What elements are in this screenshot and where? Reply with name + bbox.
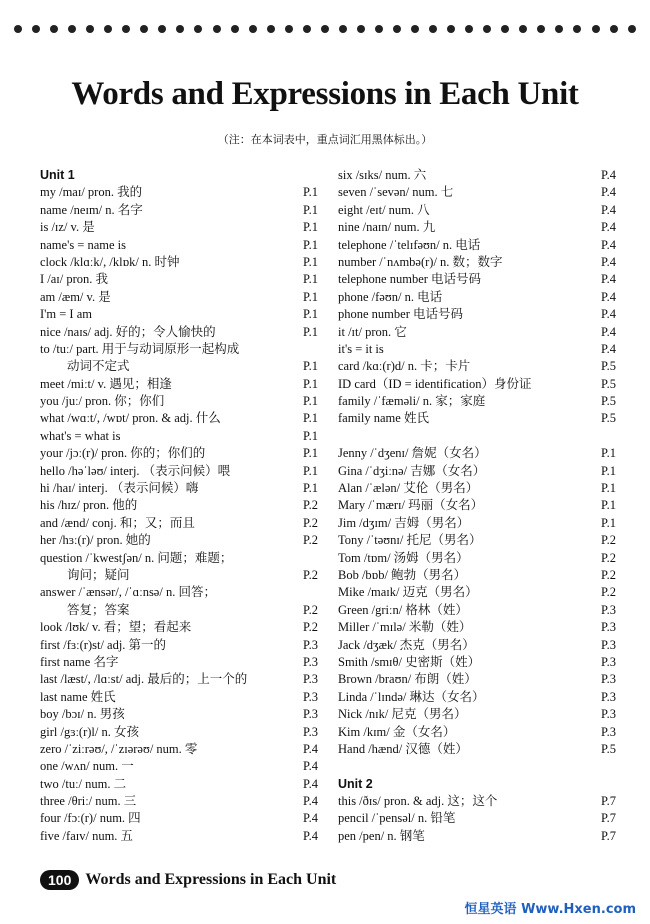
word-entry bbox=[40, 410, 318, 427]
border-dot bbox=[501, 25, 509, 33]
page-reference: P.3 bbox=[303, 689, 318, 704]
page-reference: P.4 bbox=[303, 828, 318, 843]
border-dot bbox=[483, 25, 491, 33]
border-dot bbox=[122, 25, 130, 33]
page-reference: P.3 bbox=[601, 620, 616, 635]
word-entry-text: last /læst/, /lɑːst/ adj. 最后的；上一个的 bbox=[40, 672, 248, 687]
word-entry bbox=[40, 289, 318, 306]
word-entry-text: am /æm/ v. 是 bbox=[40, 289, 111, 304]
border-dot bbox=[50, 25, 58, 33]
word-entry-text: this /ðɪs/ pron. & adj. 这；这个 bbox=[338, 794, 498, 809]
word-entry bbox=[40, 480, 318, 497]
page-reference: P.3 bbox=[303, 637, 318, 652]
page-reference: P.4 bbox=[601, 168, 616, 182]
page-reference: P.1 bbox=[303, 394, 318, 409]
word-entry-text: one /wʌn/ num. 一 bbox=[40, 759, 134, 774]
border-dot bbox=[249, 25, 257, 33]
word-entry bbox=[338, 480, 616, 497]
word-entry-text: boy /bɔɪ/ n. 男孩 bbox=[40, 707, 125, 722]
word-entry-continuation bbox=[40, 567, 318, 584]
word-entry bbox=[338, 184, 616, 201]
word-entry-text: number /ˈnʌmbə(r)/ n. 数；数字 bbox=[338, 254, 503, 269]
right-word-column bbox=[338, 167, 616, 845]
word-entry-text: family name 姓氏 bbox=[338, 411, 429, 426]
word-entry-text: I'm = I am bbox=[40, 307, 92, 322]
page-reference: P.2 bbox=[601, 585, 616, 600]
border-dot bbox=[32, 25, 40, 33]
word-entry-text: six /sɪks/ num. 六 bbox=[338, 168, 427, 182]
footer-title: Words and Expressions in Each Unit bbox=[85, 871, 337, 888]
word-entry bbox=[338, 358, 616, 375]
page-reference: P.3 bbox=[303, 724, 318, 739]
page-reference: P.1 bbox=[303, 254, 318, 269]
word-entry-text: phone number 电话号码 bbox=[338, 307, 463, 322]
word-entry-text: question /ˈkwestʃən/ n. 问题；难题； bbox=[40, 550, 233, 565]
word-entry-text: telephone /ˈtelɪfəʊn/ n. 电话 bbox=[338, 237, 481, 252]
word-entry bbox=[338, 654, 616, 671]
word-entry bbox=[40, 445, 318, 462]
word-entry bbox=[338, 828, 616, 845]
page-reference: P.4 bbox=[601, 272, 616, 287]
word-entry bbox=[338, 550, 616, 567]
page-reference: P.4 bbox=[601, 185, 616, 200]
page-reference: P.1 bbox=[303, 237, 318, 252]
border-dot bbox=[176, 25, 184, 33]
page-reference: P.1 bbox=[601, 446, 616, 461]
page-reference: P.2 bbox=[601, 567, 616, 582]
border-dot bbox=[610, 25, 618, 33]
page-reference: P.2 bbox=[303, 533, 318, 548]
word-entry-text: Brown /braʊn/ 布朗（姓） bbox=[338, 672, 477, 687]
page-reference: P.4 bbox=[601, 237, 616, 252]
border-dot bbox=[375, 25, 383, 33]
word-entry bbox=[40, 793, 318, 810]
border-dot bbox=[592, 25, 600, 33]
word-entry-text: Bob /bɒb/ 鲍勃（男名） bbox=[338, 567, 467, 582]
word-entry-text: Alan /ˈælən/ 艾伦（男名） bbox=[338, 481, 479, 496]
border-dot bbox=[573, 25, 581, 33]
page-reference: P.3 bbox=[303, 672, 318, 687]
word-entry bbox=[40, 376, 318, 393]
word-entry-continuation bbox=[40, 358, 318, 375]
page-reference: P.1 bbox=[303, 481, 318, 496]
word-entry-continuation bbox=[40, 602, 318, 619]
word-entry-text: my /maɪ/ pron. 我的 bbox=[40, 185, 143, 200]
word-entry bbox=[40, 706, 318, 723]
border-dot bbox=[393, 25, 401, 33]
page-reference: P.3 bbox=[601, 602, 616, 617]
page-reference: P.3 bbox=[303, 707, 318, 722]
top-dot-border bbox=[14, 25, 636, 35]
word-entry-text: is /ɪz/ v. 是 bbox=[40, 220, 95, 235]
word-entry-text: last name 姓氏 bbox=[40, 689, 116, 704]
word-entry bbox=[338, 793, 616, 810]
border-dot bbox=[303, 25, 311, 33]
word-entry-text: Gina /ˈdʒiːnə/ 吉娜（女名） bbox=[338, 463, 486, 478]
border-dot bbox=[267, 25, 275, 33]
page-reference: P.3 bbox=[601, 672, 616, 687]
word-entry bbox=[40, 550, 318, 567]
spacer-row bbox=[338, 758, 616, 775]
word-entry-text: 动词不定式 bbox=[67, 359, 130, 374]
word-entry bbox=[338, 689, 616, 706]
border-dot bbox=[555, 25, 563, 33]
word-entry-text: hello /həˈləʊ/ interj. （表示问候）喂 bbox=[40, 463, 231, 478]
border-dot bbox=[465, 25, 473, 33]
page-number-badge: 100 bbox=[40, 870, 79, 890]
word-entry-text: what's = what is bbox=[40, 428, 121, 443]
word-entry bbox=[338, 724, 616, 741]
word-entry-text: it's = it is bbox=[338, 341, 384, 356]
page-reference: P.4 bbox=[601, 324, 616, 339]
page-reference: P.5 bbox=[601, 394, 616, 409]
page-reference: P.3 bbox=[601, 724, 616, 739]
page-reference: P.3 bbox=[601, 637, 616, 652]
word-entry bbox=[40, 341, 318, 358]
word-entry-text: card /kɑː(r)d/ n. 卡；卡片 bbox=[338, 359, 471, 374]
unit-heading: Unit 2 bbox=[338, 776, 373, 791]
word-entry bbox=[40, 776, 318, 793]
page-reference: P.4 bbox=[601, 254, 616, 269]
word-entry bbox=[40, 619, 318, 636]
word-entry bbox=[338, 602, 616, 619]
word-entry bbox=[40, 654, 318, 671]
word-entry-text: five /faɪv/ num. 五 bbox=[40, 828, 134, 843]
word-entry bbox=[338, 167, 616, 184]
border-dot bbox=[339, 25, 347, 33]
word-entry-text: Tom /tɒm/ 汤姆（男名） bbox=[338, 550, 469, 565]
word-entry-text: Miller /ˈmɪlə/ 米勒（姓） bbox=[338, 620, 472, 635]
word-entry bbox=[40, 810, 318, 827]
word-entry-text: what /wɑːt/, /wɒt/ pron. & adj. 什么 bbox=[40, 411, 221, 426]
page-reference: P.1 bbox=[303, 324, 318, 339]
word-entry bbox=[40, 741, 318, 758]
page-reference: P.3 bbox=[601, 654, 616, 669]
page-reference: P.7 bbox=[601, 811, 616, 826]
word-entry bbox=[338, 463, 616, 480]
page-reference: P.5 bbox=[601, 741, 616, 756]
page-reference: P.5 bbox=[601, 376, 616, 391]
word-entry bbox=[40, 463, 318, 480]
page-reference: P.1 bbox=[303, 376, 318, 391]
word-entry bbox=[338, 341, 616, 358]
page-reference: P.1 bbox=[601, 463, 616, 478]
word-entry bbox=[40, 497, 318, 514]
site-watermark: 恒星英语 Www.Hxen.com bbox=[464, 902, 636, 917]
word-entry-text: Jenny /ˈdʒenɪ/ 詹妮（女名） bbox=[338, 446, 487, 461]
word-entry bbox=[338, 445, 616, 462]
border-dot bbox=[158, 25, 166, 33]
word-entry-text: 询问；疑问 bbox=[67, 567, 130, 582]
border-dot bbox=[86, 25, 94, 33]
word-entry-text: two /tuː/ num. 二 bbox=[40, 776, 127, 791]
word-entry-text: nine /naɪn/ num. 九 bbox=[338, 220, 436, 235]
page-reference: P.4 bbox=[601, 307, 616, 322]
word-entry-text: Jim /dʒɪm/ 吉姆（男名） bbox=[338, 515, 470, 530]
page-reference: P.4 bbox=[601, 289, 616, 304]
word-entry bbox=[40, 393, 318, 410]
vocabulary-note: （注：在本词表中，重点词汇用黑体标出。） bbox=[217, 133, 433, 146]
word-entry-text: Green /griːn/ 格林（姓） bbox=[338, 602, 468, 617]
word-entry bbox=[338, 410, 616, 427]
word-entry bbox=[40, 671, 318, 688]
page-reference: P.1 bbox=[303, 185, 318, 200]
page-reference: P.1 bbox=[303, 202, 318, 217]
word-entry bbox=[40, 428, 318, 445]
page-reference: P.7 bbox=[601, 794, 616, 809]
word-entry-text: Hand /hænd/ 汉德（姓） bbox=[338, 741, 468, 756]
word-entry-text: Smith /smɪθ/ 史密斯（姓） bbox=[338, 654, 481, 669]
page-reference: P.4 bbox=[601, 220, 616, 235]
word-entry-text: Mary /ˈmærɪ/ 玛丽（女名） bbox=[338, 498, 484, 513]
page-reference: P.1 bbox=[303, 359, 318, 374]
page-reference: P.4 bbox=[303, 811, 318, 826]
page-reference: P.1 bbox=[303, 411, 318, 426]
word-entry bbox=[338, 619, 616, 636]
word-entry bbox=[40, 271, 318, 288]
page-reference: P.5 bbox=[601, 411, 616, 426]
page-title: Words and Expressions in Each Unit bbox=[71, 76, 579, 112]
page-reference: P.1 bbox=[303, 272, 318, 287]
word-entry-text: clock /klɑːk/, /klɒk/ n. 时钟 bbox=[40, 254, 180, 269]
word-entry-text: nice /naɪs/ adj. 好的；令人愉快的 bbox=[40, 324, 216, 339]
word-entry bbox=[338, 671, 616, 688]
word-entry-text: Kim /kɪm/ 金（女名） bbox=[338, 724, 456, 739]
word-entry-text: name /neɪm/ n. 名字 bbox=[40, 202, 143, 217]
word-entry bbox=[40, 515, 318, 532]
border-dot bbox=[411, 25, 419, 33]
page-reference: P.4 bbox=[303, 794, 318, 809]
word-entry bbox=[338, 306, 616, 323]
border-dot bbox=[14, 25, 22, 33]
word-entry bbox=[40, 584, 318, 601]
word-entry bbox=[338, 567, 616, 584]
page-reference: P.1 bbox=[303, 220, 318, 235]
border-dot bbox=[628, 25, 636, 33]
word-entry-text: phone /fəʊn/ n. 电话 bbox=[338, 289, 443, 304]
word-entry bbox=[40, 532, 318, 549]
page-reference: P.1 bbox=[601, 515, 616, 530]
word-entry bbox=[338, 271, 616, 288]
word-entry bbox=[40, 306, 318, 323]
word-entry bbox=[338, 376, 616, 393]
word-entry-text: three /θriː/ num. 三 bbox=[40, 794, 137, 809]
word-entry-text: Nick /nɪk/ 尼克（男名） bbox=[338, 707, 467, 722]
word-entry bbox=[40, 828, 318, 845]
page-reference: P.3 bbox=[601, 707, 616, 722]
word-entry-text: Mike /maɪk/ 迈克（男名） bbox=[338, 585, 478, 600]
word-entry bbox=[40, 254, 318, 271]
word-entry bbox=[40, 237, 318, 254]
word-entry-text: it /ɪt/ pron. 它 bbox=[338, 324, 407, 339]
word-entry-text: her /hɜː(r)/ pron. 她的 bbox=[40, 533, 151, 548]
border-dot bbox=[429, 25, 437, 33]
border-dot bbox=[321, 25, 329, 33]
word-entry-text: and /ænd/ conj. 和；又；而且 bbox=[40, 515, 195, 530]
page-reference: P.3 bbox=[601, 689, 616, 704]
page-reference: P.4 bbox=[601, 202, 616, 217]
word-entry bbox=[40, 724, 318, 741]
border-dot bbox=[447, 25, 455, 33]
word-entry-text: zero /ˈziːrəʊ/, /ˈzɪərəʊ/ num. 零 bbox=[40, 741, 198, 756]
page-reference: P.1 bbox=[601, 498, 616, 513]
border-dot bbox=[231, 25, 239, 33]
word-entry-text: Tony /ˈtəʊnɪ/ 托尼（男名） bbox=[338, 533, 482, 548]
word-entry-text: 答复；答案 bbox=[67, 602, 130, 617]
word-entry-text: seven /ˈsevən/ num. 七 bbox=[338, 185, 454, 200]
word-entry bbox=[338, 515, 616, 532]
page-reference: P.4 bbox=[303, 741, 318, 756]
word-entry-text: answer /ˈænsər/, /ˈɑːnsə/ n. 回答； bbox=[40, 585, 216, 600]
border-dot bbox=[68, 25, 76, 33]
page-reference: P.2 bbox=[303, 498, 318, 513]
word-entry-text: to /tuː/ part. 用于与动词原形一起构成 bbox=[40, 341, 240, 356]
page-reference: P.4 bbox=[601, 341, 616, 356]
word-entry bbox=[338, 706, 616, 723]
border-dot bbox=[285, 25, 293, 33]
page-reference: P.2 bbox=[303, 620, 318, 635]
border-dot bbox=[194, 25, 202, 33]
border-dot bbox=[537, 25, 545, 33]
left-word-column bbox=[40, 167, 318, 845]
page-reference: P.2 bbox=[303, 515, 318, 530]
word-entry bbox=[338, 324, 616, 341]
word-entry-text: your /jɔː(r)/ pron. 你的；你们的 bbox=[40, 446, 206, 461]
word-entry-text: eight /eɪt/ num. 八 bbox=[338, 202, 430, 217]
page-footer bbox=[40, 870, 336, 890]
word-entry-text: Linda /ˈlɪndə/ 琳达（女名） bbox=[338, 689, 485, 704]
page-reference: P.1 bbox=[601, 481, 616, 496]
spacer-row bbox=[338, 428, 616, 445]
word-entry bbox=[40, 637, 318, 654]
word-entry bbox=[338, 532, 616, 549]
word-entry-text: pencil /ˈpensəl/ n. 铅笔 bbox=[338, 811, 456, 826]
word-entry bbox=[338, 810, 616, 827]
word-entry bbox=[338, 219, 616, 236]
word-entry bbox=[40, 219, 318, 236]
word-entry bbox=[338, 637, 616, 654]
word-entry-text: girl /gɜː(r)l/ n. 女孩 bbox=[40, 724, 139, 739]
word-entry bbox=[40, 758, 318, 775]
word-entry-text: his /hɪz/ pron. 他的 bbox=[40, 498, 138, 513]
word-entry bbox=[338, 741, 616, 758]
page-reference: P.5 bbox=[601, 359, 616, 374]
border-dot bbox=[104, 25, 112, 33]
word-entry-text: four /fɔː(r)/ num. 四 bbox=[40, 811, 141, 826]
page-reference: P.2 bbox=[303, 567, 318, 582]
word-entry bbox=[338, 254, 616, 271]
page-reference: P.4 bbox=[303, 776, 318, 791]
page-reference: P.2 bbox=[303, 602, 318, 617]
page-reference: P.4 bbox=[303, 759, 318, 774]
word-entry bbox=[40, 324, 318, 341]
page-reference: P.2 bbox=[601, 533, 616, 548]
word-entry bbox=[338, 202, 616, 219]
word-entry bbox=[338, 289, 616, 306]
border-dot bbox=[213, 25, 221, 33]
page-reference: P.1 bbox=[303, 446, 318, 461]
word-entry bbox=[338, 237, 616, 254]
word-entry-text: name's = name is bbox=[40, 237, 127, 252]
word-entry-text: I /aɪ/ pron. 我 bbox=[40, 272, 109, 287]
word-entry-text: hi /haɪ/ interj. （表示问候）嗨 bbox=[40, 481, 199, 496]
word-entry-text: telephone number 电话号码 bbox=[338, 272, 482, 287]
word-entry bbox=[40, 202, 318, 219]
word-entry-text: ID card（ID = identification）身份证 bbox=[338, 376, 532, 391]
word-entry-text: you /juː/ pron. 你；你们 bbox=[40, 394, 165, 409]
word-entry bbox=[40, 184, 318, 201]
word-entry bbox=[40, 689, 318, 706]
page-reference: P.7 bbox=[601, 828, 616, 843]
page-reference: P.2 bbox=[601, 550, 616, 565]
word-entry-text: meet /miːt/ v. 遇见；相逢 bbox=[40, 376, 172, 391]
page-reference: P.3 bbox=[303, 654, 318, 669]
border-dot bbox=[357, 25, 365, 33]
word-entry-text: first name 名字 bbox=[40, 654, 119, 669]
word-entry-text: first /fɜː(r)st/ adj. 第一的 bbox=[40, 637, 167, 652]
word-entry-text: family /ˈfæməli/ n. 家；家庭 bbox=[338, 394, 486, 409]
border-dot bbox=[140, 25, 148, 33]
page-reference: P.1 bbox=[303, 289, 318, 304]
word-entry-text: look /lʊk/ v. 看；望；看起来 bbox=[40, 620, 192, 635]
page-reference: P.1 bbox=[303, 463, 318, 478]
page-reference: P.1 bbox=[303, 307, 318, 322]
border-dot bbox=[519, 25, 527, 33]
word-entry bbox=[338, 584, 616, 601]
page-reference: P.1 bbox=[303, 428, 318, 443]
word-entry bbox=[338, 497, 616, 514]
unit-heading: Unit 1 bbox=[40, 168, 75, 182]
word-entry-text: Jack /dʒæk/ 杰克（男名） bbox=[338, 637, 475, 652]
word-entry bbox=[338, 393, 616, 410]
word-entry-text: pen /pen/ n. 钢笔 bbox=[338, 828, 425, 843]
